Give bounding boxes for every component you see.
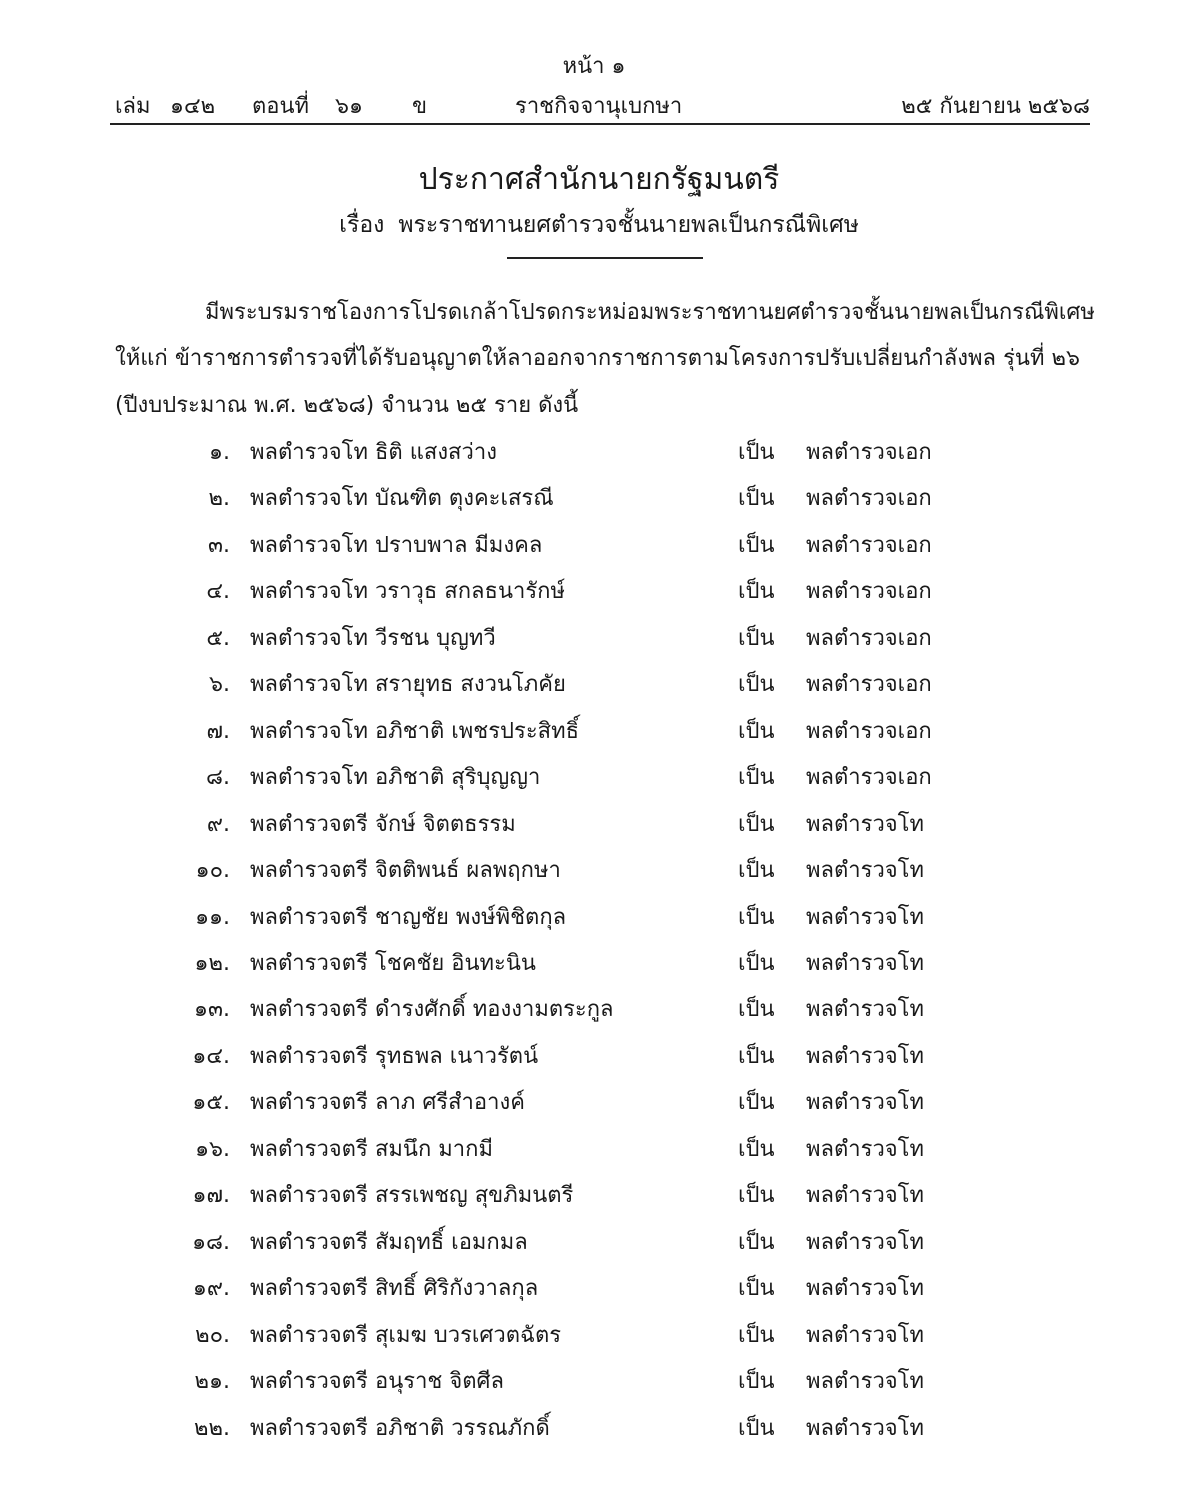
item-number: ๒๒. (194, 1415, 230, 1441)
item-number: ๑๓. (194, 997, 230, 1023)
list-item (0, 573, 1200, 613)
current-rank: พลตำรวจตรี (250, 1043, 368, 1069)
current-rank: พลตำรวจโท (250, 625, 369, 651)
list-item (0, 480, 1200, 520)
list-item (0, 434, 1200, 474)
current-rank: พลตำรวจโท (250, 440, 369, 465)
section-letter: ข (412, 94, 428, 119)
as-label: เป็น (738, 625, 775, 651)
as-label: เป็น (738, 672, 775, 698)
current-rank: พลตำรวจตรี (250, 1415, 368, 1441)
new-rank: พลตำรวจโท (806, 811, 925, 837)
current-rank: พลตำรวจตรี (250, 1369, 368, 1394)
list-item (0, 1038, 1200, 1078)
new-rank: พลตำรวจโท (806, 1090, 925, 1116)
item-number: ๕. (206, 625, 230, 651)
list-item (0, 806, 1200, 846)
current-rank: พลตำรวจตรี (250, 1090, 368, 1116)
as-label: เป็น (738, 1229, 775, 1255)
paragraph-line: ให้แก่ ข้าราชการตำรวจที่ได้รับอนุญาตให้ลาออกจากราชการตามโครงการปรับเปลี่ยนกำลังพล รุ่นที่ ๒๖ (115, 346, 1080, 371)
subject-label: เรื่อง (339, 212, 385, 238)
current-rank: พลตำรวจตรี (250, 1276, 368, 1302)
item-number: ๑๑. (195, 904, 230, 930)
current-rank: พลตำรวจโท (250, 718, 369, 744)
item-number: ๙. (206, 811, 230, 837)
current-rank: พลตำรวจตรี (250, 1322, 368, 1348)
new-rank: พลตำรวจเอก (806, 532, 932, 558)
officer-name: อภิชาติ วรรณภักดิ์ (375, 1415, 550, 1441)
new-rank: พลตำรวจโท (806, 1229, 925, 1255)
item-number: ๘. (206, 765, 230, 791)
list-item (0, 1317, 1200, 1357)
current-rank: พลตำรวจตรี (250, 811, 368, 837)
page-number: หน้า ๑ (562, 54, 626, 79)
item-number: ๖. (209, 672, 230, 698)
current-rank: พลตำรวจโท (250, 672, 369, 698)
new-rank: พลตำรวจเอก (806, 440, 932, 465)
as-label: เป็น (738, 532, 775, 558)
list-item (0, 1224, 1200, 1264)
current-rank: พลตำรวจตรี (250, 1183, 368, 1209)
officer-name: สรายุทธ สงวนโภคัย (375, 672, 566, 698)
item-number: ๑. (209, 440, 230, 465)
officer-name: อภิชาติ เพชรประสิทธิ์ (375, 718, 580, 744)
current-rank: พลตำรวจตรี (250, 904, 368, 930)
item-number: ๑๕. (192, 1090, 230, 1116)
officer-name: จักษ์ จิตตธรรม (375, 811, 516, 837)
list-item (0, 666, 1200, 706)
new-rank: พลตำรวจโท (806, 1136, 925, 1162)
current-rank: พลตำรวจตรี (250, 1136, 368, 1162)
list-item (0, 945, 1200, 985)
as-label: เป็น (738, 951, 775, 976)
list-item (0, 527, 1200, 567)
as-label: เป็น (738, 765, 775, 791)
officer-name: วราวุธ สกลธนารักษ์ (375, 579, 565, 605)
officer-name: โชคชัย อินทะนิน (375, 951, 536, 976)
officer-name: บัณฑิต ตุงคะเสรณี (375, 486, 554, 512)
officer-name: ลาภ ศรีสำอางค์ (375, 1090, 525, 1116)
officer-name: รุทธพล เนาวรัตน์ (375, 1043, 539, 1069)
officer-name: ชาญชัย พงษ์พิชิตกุล (375, 904, 567, 930)
item-number: ๔. (206, 579, 230, 605)
current-rank: พลตำรวจตรี (250, 951, 368, 976)
new-rank: พลตำรวจโท (806, 1183, 925, 1209)
list-item (0, 620, 1200, 660)
list-item (0, 759, 1200, 799)
gazette-header (110, 88, 1090, 120)
new-rank: พลตำรวจโท (806, 1322, 925, 1348)
officer-name: จิตติพนธ์ ผลพฤกษา (375, 858, 561, 883)
new-rank: พลตำรวจโท (806, 951, 925, 976)
as-label: เป็น (738, 718, 775, 744)
as-label: เป็น (738, 1322, 775, 1348)
paragraph-line: มีพระบรมราชโองการโปรดเกล้าโปรดกระหม่อมพระราชทานยศตำรวจชั้นนายพลเป็นกรณีพิเศษ (205, 300, 1095, 325)
list-item (0, 899, 1200, 939)
as-label: เป็น (738, 486, 775, 512)
new-rank: พลตำรวจโท (806, 858, 925, 883)
officer-name: สรรเพชญ สุขภิมนตรี (375, 1183, 574, 1209)
list-item (0, 1410, 1200, 1450)
as-label: เป็น (738, 1090, 775, 1116)
paragraph-line: (ปีงบประมาณ พ.ศ. ๒๕๖๘) จำนวน ๒๕ ราย ดังนี้ (115, 393, 579, 418)
officer-name: สุเมฆ บวรเศวตฉัตร (375, 1322, 562, 1348)
new-rank: พลตำรวจเอก (806, 579, 932, 605)
title-divider (507, 257, 703, 259)
officer-name: วีรชน บุญทวี (375, 625, 496, 651)
item-number: ๑๒. (194, 951, 230, 976)
as-label: เป็น (738, 904, 775, 930)
new-rank: พลตำรวจเอก (806, 486, 932, 512)
officer-name: อภิชาติ สุริบุญญา (375, 765, 541, 791)
list-item (0, 991, 1200, 1031)
as-label: เป็น (738, 811, 775, 837)
item-number: ๒๑. (194, 1369, 230, 1394)
new-rank: พลตำรวจโท (806, 1415, 925, 1441)
as-label: เป็น (738, 1043, 775, 1069)
as-label: เป็น (738, 858, 775, 883)
officer-name: ปราบพาล มีมงคล (375, 532, 543, 558)
list-item (0, 1131, 1200, 1171)
publication-date: ๒๕ กันยายน ๒๕๖๘ (901, 94, 1090, 119)
list-item (0, 1363, 1200, 1403)
officer-name: สมนึก มากมี (375, 1136, 493, 1162)
as-label: เป็น (738, 997, 775, 1023)
list-item (0, 713, 1200, 753)
current-rank: พลตำรวจตรี (250, 997, 368, 1023)
as-label: เป็น (738, 1136, 775, 1162)
current-rank: พลตำรวจตรี (250, 858, 368, 883)
item-number: ๑๙. (192, 1276, 230, 1302)
volume-number: ๑๔๒ (170, 94, 216, 119)
document-subject (0, 207, 1198, 243)
item-number: ๑๐. (195, 858, 230, 883)
gazette-name: ราชกิจจานุเบกษา (515, 94, 683, 119)
list-item (0, 852, 1200, 892)
current-rank: พลตำรวจโท (250, 486, 369, 512)
list-item (0, 1084, 1200, 1124)
item-number: ๒. (208, 486, 230, 512)
officer-name: ธิติ แสงสว่าง (375, 440, 497, 465)
item-number: ๑๖. (195, 1136, 230, 1162)
as-label: เป็น (738, 1276, 775, 1302)
new-rank: พลตำรวจโท (806, 904, 925, 930)
as-label: เป็น (738, 1415, 775, 1441)
current-rank: พลตำรวจโท (250, 765, 369, 791)
issue-label: ตอนที่ (252, 94, 310, 119)
current-rank: พลตำรวจตรี (250, 1229, 368, 1255)
current-rank: พลตำรวจโท (250, 532, 369, 558)
new-rank: พลตำรวจโท (806, 1369, 925, 1394)
item-number: ๑๔. (192, 1043, 230, 1069)
item-number: ๑๘. (192, 1229, 230, 1255)
item-number: ๒๐. (195, 1322, 230, 1348)
new-rank: พลตำรวจโท (806, 1276, 925, 1302)
as-label: เป็น (738, 1183, 775, 1209)
issue-number: ๖๑ (335, 94, 363, 119)
officer-name: อนุราช จิตศีล (375, 1369, 504, 1394)
officer-name: ดำรงศักดิ์ ทองงามตระกูล (375, 997, 614, 1023)
volume-label: เล่ม (115, 94, 151, 119)
officer-name: สัมฤทธิ์ เอมกมล (375, 1229, 528, 1255)
document-title: ประกาศสำนักนายกรัฐมนตรี (418, 162, 780, 197)
new-rank: พลตำรวจโท (806, 997, 925, 1023)
as-label: เป็น (738, 1369, 775, 1394)
item-number: ๗. (206, 718, 230, 744)
list-item (0, 1270, 1200, 1310)
new-rank: พลตำรวจเอก (806, 672, 932, 698)
new-rank: พลตำรวจเอก (806, 625, 932, 651)
subject-text: พระราชทานยศตำรวจชั้นนายพลเป็นกรณีพิเศษ (398, 212, 859, 238)
new-rank: พลตำรวจเอก (806, 718, 932, 744)
new-rank: พลตำรวจโท (806, 1043, 925, 1069)
as-label: เป็น (738, 579, 775, 605)
item-number: ๑๗. (192, 1183, 230, 1209)
new-rank: พลตำรวจเอก (806, 765, 932, 791)
officer-name: สิทธิ์ ศิริกังวาลกุล (375, 1276, 539, 1302)
list-item (0, 1177, 1200, 1217)
as-label: เป็น (738, 440, 775, 465)
current-rank: พลตำรวจโท (250, 579, 369, 605)
item-number: ๓. (207, 532, 230, 558)
header-divider (110, 123, 1090, 125)
